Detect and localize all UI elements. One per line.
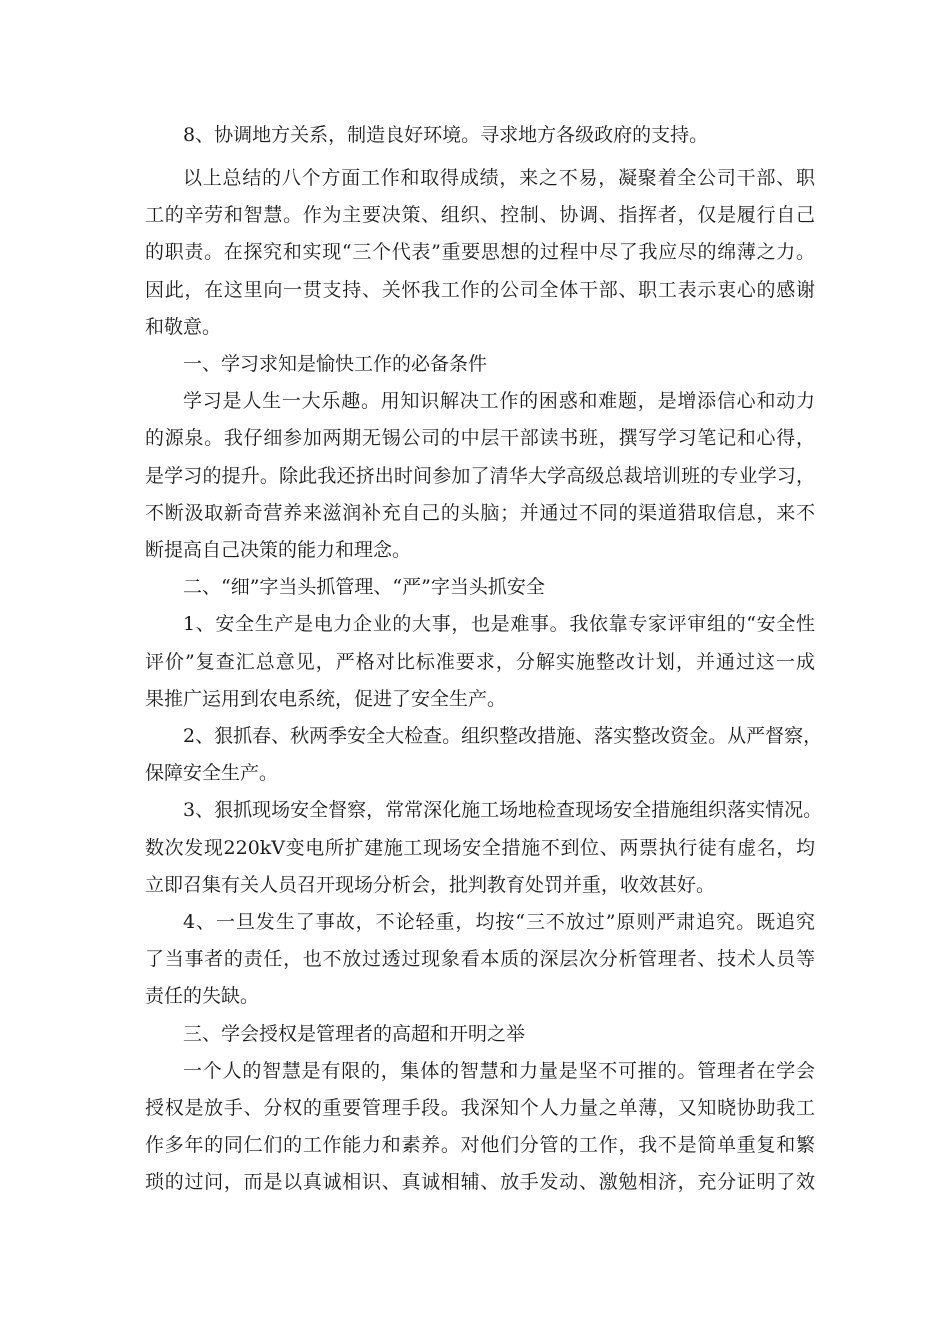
paragraph-line: 4、一旦发生了事故，不论轻重，均按“三不放过”原则严肃追究。既追究: [183, 911, 815, 933]
paragraph-line: 作多年的同仁们的工作能力和素养。对他们分管的工作，我不是简单重复和繁: [145, 1134, 815, 1156]
paragraph-line: 工的辛劳和智慧。作为主要决策、组织、控制、协调、指挥者，仅是履行自己: [145, 204, 815, 226]
section-heading: 三、学会授权是管理者的高超和开明之举: [183, 1023, 526, 1045]
paragraph-line: 保障安全生产。: [145, 762, 279, 784]
paragraph-line: 2、狠抓春、秋两季安全大检查。组织整改措施、落实整改资金。从严督察，: [183, 725, 823, 747]
paragraph-line: 了当事者的责任，也不放过透过现象看本质的深层次分析管理者、技术人员等: [145, 948, 815, 970]
paragraph-line: 因此，在这里向一贯支持、关怀我工作的公司全体干部、职工表示衷心的感谢: [145, 279, 815, 301]
paragraph-line: 3、狠抓现场安全督察，常常深化施工场地检查现场安全措施组织落实情况。: [183, 799, 823, 821]
paragraph-line: 立即召集有关人员召开现场分析会，批判教育处罚并重，收效甚好。: [145, 874, 716, 896]
paragraph-line: 的职责。在探究和实现“三个代表”重要思想的过程中尽了我应尽的绵薄之力。: [145, 241, 815, 263]
paragraph-line: 学习是人生一大乐趣。用知识解决工作的困惑和难题，是增添信心和动力: [183, 390, 815, 412]
paragraph-line: 数次发现220kV变电所扩建施工现场安全措施不到位、两票执行徒有虚名，均: [145, 837, 815, 859]
paragraph-line: 不断汲取新奇营养来滋润补充自己的头脑；并通过不同的渠道猎取信息，来不: [145, 502, 815, 524]
paragraph-line: 的源泉。我仔细参加两期无锡公司的中层干部读书班，撰写学习笔记和心得，: [145, 427, 815, 449]
paragraph-line: 1、安全生产是电力企业的大事，也是难事。我依靠专家评审组的“安全性: [183, 613, 815, 635]
section-heading: 一、学习求知是愉快工作的必备条件: [183, 353, 488, 375]
paragraph-line: 琐的过问，而是以真诚相识、真诚相辅、放手发动、激勉相济，充分证明了效: [145, 1171, 815, 1193]
paragraph-line: 一个人的智慧是有限的，集体的智慧和力量是坚不可摧的。管理者在学会: [183, 1060, 815, 1082]
paragraph-line: 和敬意。: [145, 316, 222, 338]
paragraph-line: 是学习的提升。除此我还挤出时间参加了清华大学高级总裁培训班的专业学习，: [145, 465, 815, 487]
section-heading: 二、“细”字当头抓管理、“严”字当头抓安全: [183, 576, 545, 598]
paragraph-line: 授权是放手、分权的重要管理手段。我深知个人力量之单薄，又知晓协助我工: [145, 1097, 815, 1119]
paragraph-line: 评价”复查汇总意见，严格对比标准要求，分解实施整改计划，并通过这一成: [145, 651, 815, 673]
paragraph-line: 8、协调地方关系，制造良好环境。寻求地方各级政府的支持。: [183, 124, 709, 146]
paragraph-line: 责任的失缺。: [145, 985, 260, 1007]
paragraph-line: 断提高自己决策的能力和理念。: [145, 539, 412, 561]
paragraph-line: 以上总结的八个方面工作和取得成绩，来之不易，凝聚着全公司干部、职: [183, 167, 815, 189]
paragraph-line: 果推广运用到农电系统，促进了安全生产。: [145, 688, 507, 710]
